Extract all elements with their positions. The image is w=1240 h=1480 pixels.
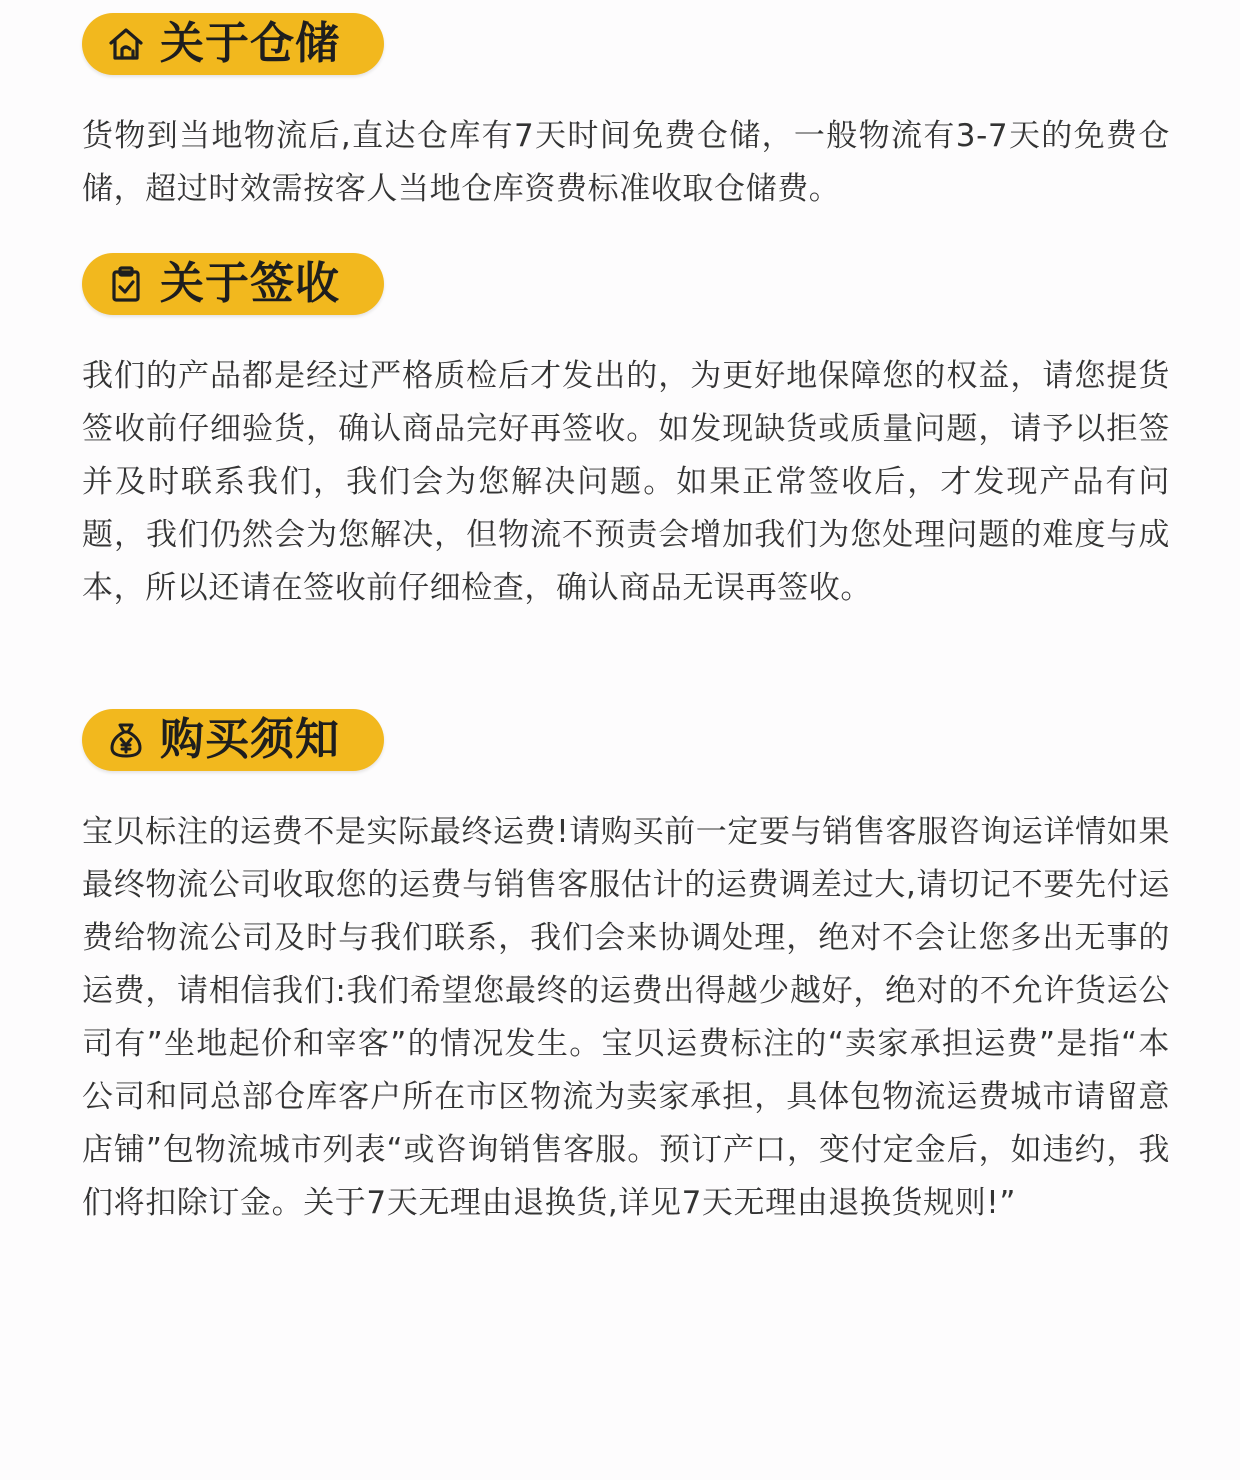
storage-section-title: 关于仓储 [160,18,340,69]
clipboard-check-icon [106,264,146,304]
purchase-section-title: 购买须知 [160,714,340,765]
storage-section-header [82,13,384,75]
money-bag-icon [106,720,146,760]
purchase-section-body: 宝贝标注的运费不是实际最终运费!请购买前一定要与销售客服咨询运详情如果最终物流公司收取您的运费与销售客服估计的运费调差过大,请切记不要先付运费给物流公司及时与我们联系，我们会来协调处理，绝对不会让您多出无事的运费，请相信我们:我们希望您最终的运费出得越少越好，绝对的不允许货运公司有”坐地起价和宰客”的情况发生。宝贝运费标注的“卖家承担运费”是指“本公司和同总部仓库客户所在市区物流为卖家承担，具体包物流运费城市请留意店铺”包物流城市列表“或咨询销售客服。预订产口，变付定金后，如违约，我们将扣除订金。关于7天无理由退换货,详见7天无理由退换货规则!” [82,814,1170,1221]
signing-section-title: 关于签收 [160,258,340,309]
signing-section-header [82,253,384,315]
signing-section-body: 我们的产品都是经过严格质检后才发出的，为更好地保障您的权益，请您提货签收前仔细验货，确认商品完好再签收。如发现缺货或质量问题，请予以拒签并及时联系我们，我们会为您解决问题。如果正常签收后，才发现产品有问题，我们仍然会为您解决，但物流不预责会增加我们为您处理问题的难度与成本，所以还请在签收前仔细检查，确认商品无误再签收。 [82,358,1170,606]
purchase-section-header [82,709,384,771]
house-icon [106,24,146,64]
storage-section-body: 货物到当地物流后,直达仓库有7天时间免费仓储，一般物流有3-7天的免费仓储，超过时效需按客人当地仓库资费标准收取仓储费。 [82,118,1170,207]
